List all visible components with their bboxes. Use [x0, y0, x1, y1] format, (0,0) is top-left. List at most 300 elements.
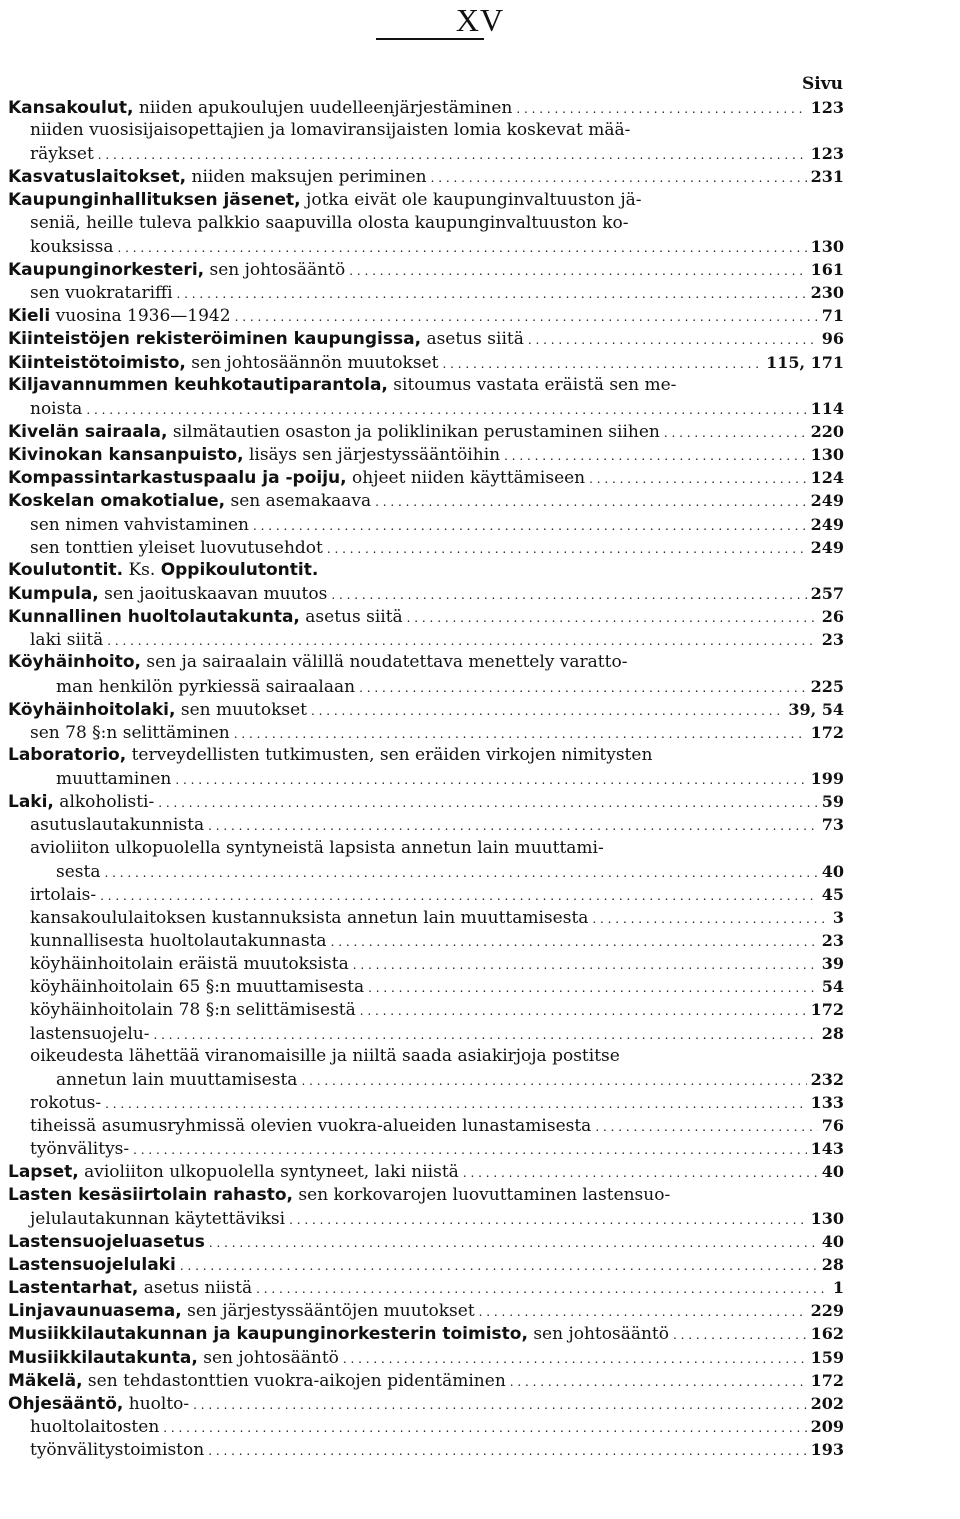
dot-leader [158, 791, 818, 815]
dot-leader [528, 328, 818, 352]
dot-leader [368, 976, 818, 1000]
entry-text [8, 305, 231, 328]
entry-description: sen nimen vahvistaminen [30, 514, 249, 535]
entry-description: sitoumus vastata eräistä sen me- [387, 374, 677, 395]
entry-description: niiden maksujen periminen [186, 167, 427, 188]
entry-page-number: 123 [810, 144, 844, 164]
index-entry [8, 906, 844, 929]
entry-description: sen ja sairaalain välillä noudatettava menettely varatto- [141, 652, 628, 673]
entry-description: sen vuokratariffi [30, 283, 173, 304]
dot-leader [118, 236, 807, 260]
entry-text [8, 1254, 176, 1277]
entry-description: sen järjestyssääntöjen muutokset [181, 1301, 475, 1322]
entry-text [8, 1323, 669, 1346]
entry-page-number: 26 [821, 607, 844, 627]
entry-page-number: 193 [810, 1440, 844, 1460]
entry-description: jotka eivät ole kaupunginvaltuuston jä- [300, 189, 642, 210]
entry-heading: Kasvatuslaitokset, [8, 167, 187, 188]
entry-description: köyhäinhoitolain 65 §:n muuttamisesta [30, 977, 365, 998]
entry-page-number: 59 [821, 792, 844, 812]
entry-description: tiheissä asumusryhmissä olevien vuokra-alueiden lunastamisesta [30, 1116, 592, 1137]
entry-description: sen asemakaava [225, 491, 372, 512]
index-entry [8, 1438, 844, 1461]
entry-page-number: 23 [821, 931, 844, 951]
entry-page-number: 114 [810, 398, 844, 418]
dot-leader [133, 1138, 806, 1162]
entry-description: muuttaminen [56, 769, 172, 790]
entry-heading: Kiinteistötoimisto, [8, 352, 186, 373]
entry-heading: Kaupunginhallituksen jäsenet, [8, 189, 301, 210]
entry-heading: Lastentarhat, [8, 1278, 139, 1299]
index-entry [8, 1346, 844, 1369]
dot-leader [595, 1115, 817, 1139]
entry-page-number: 124 [810, 468, 844, 488]
entry-text [8, 976, 364, 999]
dot-leader [105, 1092, 806, 1116]
entry-text [8, 837, 604, 860]
index-entry [8, 651, 844, 674]
index-entry [8, 698, 844, 721]
entry-heading: Kompassintarkastuspaalu ja -poiju, [8, 468, 347, 489]
index-entry [8, 420, 844, 443]
entry-text [8, 166, 427, 189]
entry-text [8, 1045, 620, 1068]
entry-page-number: 54 [821, 977, 844, 997]
entry-page-number: 40 [821, 861, 844, 881]
entry-page-number: 130 [810, 236, 844, 256]
dot-leader [375, 490, 806, 514]
entry-text [8, 1092, 101, 1115]
entry-page-number: 249 [810, 491, 844, 511]
index-entry [8, 1114, 844, 1137]
dot-leader [235, 305, 818, 329]
dot-leader [589, 467, 806, 491]
entry-heading: Kivinokan kansanpuisto, [8, 445, 244, 466]
entry-description: asutuslautakunnista [30, 815, 205, 836]
entry-description: köyhäinhoitolain eräistä muutoksista [30, 954, 349, 975]
entry-text [8, 1300, 475, 1323]
entry-heading: Koulutontit. [8, 559, 124, 580]
entry-description: ohjeet niiden käyttämiseen [346, 468, 586, 489]
dot-leader [163, 1416, 806, 1440]
entry-page-number: 40 [821, 1231, 844, 1251]
entry-page-number: 123 [810, 98, 844, 117]
entry-description: räykset [30, 144, 94, 165]
index-entry [8, 443, 844, 466]
entry-description: sen tehdastonttien vuokra-aikojen pidentäminen [82, 1370, 506, 1391]
entry-text [8, 282, 173, 305]
dot-leader [208, 814, 818, 838]
entry-description: työnvälitys- [30, 1139, 130, 1160]
dot-leader [98, 143, 807, 167]
entry-text [8, 768, 171, 791]
entry-text [8, 791, 154, 814]
entry-description: työnvälitystoimiston [30, 1440, 205, 1461]
entry-heading: Köyhäinhoito, [8, 652, 142, 673]
entry-description: köyhäinhoitolain 78 §:n selittämisestä [30, 1000, 356, 1021]
dot-leader [442, 352, 762, 376]
dot-leader [208, 1439, 806, 1463]
index-entry [8, 605, 844, 628]
entry-text [8, 1416, 159, 1439]
index-entry [8, 1322, 844, 1345]
entry-description: sen muutokset [175, 699, 307, 720]
entry-description: sen tonttien yleiset luovutusehdot [30, 537, 323, 558]
entry-text [8, 1439, 204, 1462]
entry-text [8, 212, 629, 235]
entry-text [8, 1277, 252, 1300]
entry-page-number: 231 [810, 167, 844, 187]
entry-heading: Linjavaunuasema, [8, 1301, 182, 1322]
entry-description: lastensuojelu- [30, 1023, 150, 1044]
dot-leader [107, 629, 817, 653]
dot-leader [177, 282, 807, 306]
entry-text [8, 953, 349, 976]
index-entry [8, 212, 844, 235]
dot-leader [353, 953, 818, 977]
dot-leader [673, 1323, 807, 1347]
entry-text [8, 1069, 297, 1092]
entry-page-number: 71 [821, 306, 844, 326]
entry-page-number: 40 [821, 1162, 844, 1182]
dot-leader [209, 1231, 818, 1255]
entry-text [8, 583, 327, 606]
entry-text [8, 328, 524, 351]
entry-page-number: 130 [810, 445, 844, 465]
entry-description: kunnallisesta huoltolautakunnasta [30, 931, 327, 952]
index-entry [8, 1253, 844, 1276]
dot-leader [343, 1347, 807, 1371]
entry-heading: Musiikkilautakunta, [8, 1347, 198, 1368]
index-entry [8, 1045, 844, 1068]
entry-page-number: 115, 171 [766, 352, 844, 372]
index-entry [8, 258, 844, 281]
index-entry [8, 119, 844, 142]
entry-text [8, 722, 230, 745]
entry-text [8, 1138, 129, 1161]
page-column-label: Sivu [802, 74, 843, 94]
entry-page-number: 39, 54 [788, 699, 844, 719]
entry-heading: Lasten kesäsiirtolain rahasto, [8, 1184, 293, 1205]
entry-page-number: 143 [810, 1139, 844, 1159]
entry-description: avioliiton ulkopuolella syntyneistä lapsista annetun lain muuttami- [30, 837, 604, 858]
index-entry [8, 536, 844, 559]
page-number: XV [455, 2, 505, 38]
entry-page-number: 76 [821, 1116, 844, 1136]
index-entry [8, 165, 844, 188]
entry-text [8, 189, 641, 212]
dot-leader [234, 722, 807, 746]
entry-page-number: 96 [821, 329, 844, 349]
index-entry [8, 790, 844, 813]
index-entry [8, 96, 844, 119]
dot-leader [664, 421, 807, 445]
entry-page-number: 130 [810, 1208, 844, 1228]
entry-page-number: 73 [821, 815, 844, 835]
entry-text [8, 1231, 205, 1254]
entry-page-number: 28 [821, 1023, 844, 1043]
dot-leader [331, 930, 818, 954]
entry-page-number: 133 [810, 1093, 844, 1113]
entry-description: sen 78 §:n selittäminen [30, 722, 230, 743]
index-entry [8, 142, 844, 165]
index-entry [8, 489, 844, 512]
entry-heading: Kunnallinen huoltolautakunta, [8, 607, 300, 628]
entry-page-number: 230 [810, 283, 844, 303]
entry-heading: Lastensuojeluasetus [8, 1231, 205, 1252]
entry-heading: Ohjesääntö, [8, 1393, 124, 1414]
entry-heading: Laki, [8, 792, 54, 813]
entry-description: silmätautien osaston ja poliklinikan perustaminen siihen [167, 421, 660, 442]
entry-text [8, 814, 204, 837]
entry-description: sen johtosääntö [527, 1324, 669, 1345]
entry-page-number: 229 [810, 1301, 844, 1321]
entry-text [8, 1161, 459, 1184]
entry-heading: Köyhäinhoitolaki, [8, 699, 176, 720]
entry-page-number: 28 [821, 1255, 844, 1275]
entry-text [8, 676, 355, 699]
entry-heading: Kivelän sairaala, [8, 421, 168, 442]
entry-description: lisäys sen järjestyssääntöihin [243, 445, 501, 466]
dot-leader [256, 1277, 829, 1301]
dot-leader [175, 768, 806, 792]
dot-leader [479, 1300, 807, 1324]
index-entry [8, 675, 844, 698]
entry-text [8, 352, 438, 375]
page-number-rule [376, 38, 484, 40]
entry-page-number: 257 [810, 583, 844, 603]
entry-page-number: 199 [810, 769, 844, 789]
entry-heading: Kieli [8, 306, 51, 327]
dot-leader [331, 583, 806, 607]
entry-text [8, 884, 96, 907]
dot-leader [327, 537, 807, 561]
entry-text [8, 236, 114, 259]
entry-text [8, 374, 676, 397]
entry-text [8, 537, 323, 560]
index-entry [8, 281, 844, 304]
dot-leader [301, 1069, 806, 1093]
index-entry [8, 1415, 844, 1438]
dot-leader [311, 699, 784, 723]
index-entry [8, 466, 844, 489]
entry-text [8, 97, 512, 120]
entry-text [8, 1023, 150, 1046]
dot-leader [516, 97, 806, 121]
index-entry [8, 837, 844, 860]
entry-text [8, 1208, 285, 1231]
entry-page-number: 232 [810, 1069, 844, 1089]
entry-text [8, 1370, 506, 1393]
entry-description: oikeudesta lähettää viranomaisille ja niiltä saada asiakirjoja postitse [30, 1045, 620, 1066]
index-entry [8, 327, 844, 350]
entry-heading: Kaupunginorkesteri, [8, 259, 205, 280]
entry-description: vuosina 1936—1942 [50, 306, 231, 327]
entry-description: sen johtosäännön muutokset [185, 352, 439, 373]
entry-page-number: 1 [832, 1278, 844, 1298]
index-entry [8, 860, 844, 883]
entry-description: Ks. [123, 559, 161, 580]
entry-heading: Mäkelä, [8, 1370, 83, 1391]
entry-page-number: 249 [810, 537, 844, 557]
entry-heading: Kiinteistöjen rekisteröiminen kaupungissa, [8, 329, 422, 350]
entry-text [8, 1347, 339, 1370]
entry-page-number: 172 [810, 722, 844, 742]
index-entry [8, 1022, 844, 1045]
entry-text [8, 999, 356, 1022]
index-entry [8, 1299, 844, 1322]
entry-text [8, 1393, 189, 1416]
index-entry [8, 998, 844, 1021]
entry-text [8, 744, 652, 767]
entry-description: kansakoululaitoksen kustannuksista annetun lain muuttamisesta [30, 907, 589, 928]
entry-description: irtolais- [30, 884, 97, 905]
entry-description: niiden apukoulujen uudelleenjärjestäminen [133, 98, 513, 118]
entry-heading: Lastensuojelulaki [8, 1255, 176, 1276]
dot-leader [100, 884, 818, 908]
entry-description: huoltolaitosten [30, 1417, 160, 1438]
entry-text [8, 861, 100, 884]
entry-description: noista [30, 398, 83, 419]
index-entry [8, 952, 844, 975]
entry-text [8, 1184, 670, 1207]
entry-page-number: 162 [810, 1324, 844, 1344]
entry-page-number: 209 [810, 1417, 844, 1437]
index-entry [8, 1369, 844, 1392]
index-entry [8, 1392, 844, 1415]
entry-text [8, 119, 630, 142]
entry-heading: Lapset, [8, 1162, 79, 1183]
index-entry [8, 1276, 844, 1299]
entry-text [8, 629, 103, 652]
entry-text [8, 467, 585, 490]
entry-description: sen jaoituskaavan muutos [98, 583, 328, 604]
entry-description: rokotus- [30, 1093, 102, 1114]
entry-description: sen korkovarojen luovuttaminen lastensuo- [293, 1184, 671, 1205]
entry-text [8, 651, 627, 674]
entry-description: avioliiton ulkopuolella syntyneet, laki niistä [78, 1162, 459, 1183]
entry-page-number: 249 [810, 514, 844, 534]
index-entry [8, 189, 844, 212]
dot-leader [104, 861, 817, 885]
entry-text [8, 259, 345, 282]
dot-leader [407, 606, 818, 630]
entry-description: alkoholisti- [53, 792, 155, 813]
index-entry [8, 1068, 844, 1091]
dot-leader [289, 1208, 807, 1232]
index-entry [8, 744, 844, 767]
index-entry [8, 767, 844, 790]
index-entry [8, 513, 844, 536]
entry-text [8, 490, 371, 513]
entry-description: seniä, heille tuleva palkkio saapuvilla olosta kaupunginvaltuuston ko- [30, 212, 629, 233]
entry-description: kouksissa [30, 236, 114, 257]
index-entry [8, 1160, 844, 1183]
dot-leader [154, 1023, 818, 1047]
entry-page-number: 159 [810, 1347, 844, 1367]
dot-leader [592, 907, 828, 931]
dot-leader [463, 1161, 818, 1185]
index-entry [8, 351, 844, 374]
entry-page-number: 172 [810, 1000, 844, 1020]
entry-description: laki siitä [30, 630, 104, 651]
entry-cross-reference: Oppikoulutontit. [160, 559, 319, 580]
entry-heading: Musiikkilautakunnan ja kaupunginorkesterin toimisto, [8, 1324, 528, 1345]
entry-text [8, 398, 82, 421]
entry-page-number: 161 [810, 259, 844, 279]
index-entry [8, 1230, 844, 1253]
index-entry [8, 235, 844, 258]
dot-leader [510, 1370, 807, 1394]
entry-description: sesta [56, 861, 101, 882]
entry-text [8, 907, 588, 930]
dot-leader [180, 1254, 818, 1278]
index-entry [8, 374, 844, 397]
entry-text [8, 421, 660, 444]
entry-text [8, 514, 249, 537]
dot-leader [349, 259, 806, 283]
dot-leader [253, 514, 807, 538]
entry-heading: Koskelan omakotialue, [8, 491, 226, 512]
entry-text [8, 444, 500, 467]
dot-leader [360, 999, 807, 1023]
index-list [8, 96, 844, 1461]
index-entry [8, 1137, 844, 1160]
entry-description: man henkilön pyrkiessä sairaalaan [56, 676, 356, 697]
entry-description: sen johtosääntö [197, 1347, 339, 1368]
index-entry [8, 883, 844, 906]
entry-description: jelulautakunnan käytettäviksi [30, 1208, 286, 1229]
entry-page-number: 220 [810, 421, 844, 441]
entry-heading: Kiljavannummen keuhkotautiparantola, [8, 374, 388, 395]
index-entry [8, 582, 844, 605]
entry-page-number: 23 [821, 630, 844, 650]
entry-page-number: 225 [810, 676, 844, 696]
entry-text [8, 559, 318, 582]
index-entry [8, 975, 844, 998]
entry-heading: Kansakoulut, [8, 98, 134, 118]
entry-description: asetus siitä [299, 607, 403, 628]
entry-text [8, 606, 403, 629]
dot-leader [359, 676, 807, 700]
index-entry [8, 397, 844, 420]
dot-leader [193, 1393, 806, 1417]
entry-description: huolto- [123, 1393, 190, 1414]
index-entry [8, 1091, 844, 1114]
index-entry [8, 721, 844, 744]
entry-description: terveydellisten tutkimusten, sen eräiden virkojen nimitysten [126, 744, 653, 765]
index-entry [8, 628, 844, 651]
entry-description: sen johtosääntö [204, 259, 346, 280]
entry-description: asetus niistä [138, 1278, 253, 1299]
entry-description: asetus siitä [421, 329, 524, 350]
index-entry [8, 1207, 844, 1230]
dot-leader [431, 166, 807, 190]
entry-heading: Kumpula, [8, 583, 99, 604]
entry-page-number: 172 [810, 1370, 844, 1390]
index-entry [8, 1184, 844, 1207]
index-entry [8, 813, 844, 836]
dot-leader [86, 398, 806, 422]
entry-text [8, 143, 94, 166]
entry-page-number: 202 [810, 1393, 844, 1413]
entry-text [8, 699, 307, 722]
entry-description: annetun lain muuttamisesta [56, 1069, 298, 1090]
index-entry [8, 559, 844, 582]
entry-heading: Laboratorio, [8, 744, 127, 765]
entry-description: niiden vuosisijaisopettajien ja lomaviransijaisten lomia koskevat mää- [30, 120, 631, 141]
entry-text [8, 1115, 591, 1138]
